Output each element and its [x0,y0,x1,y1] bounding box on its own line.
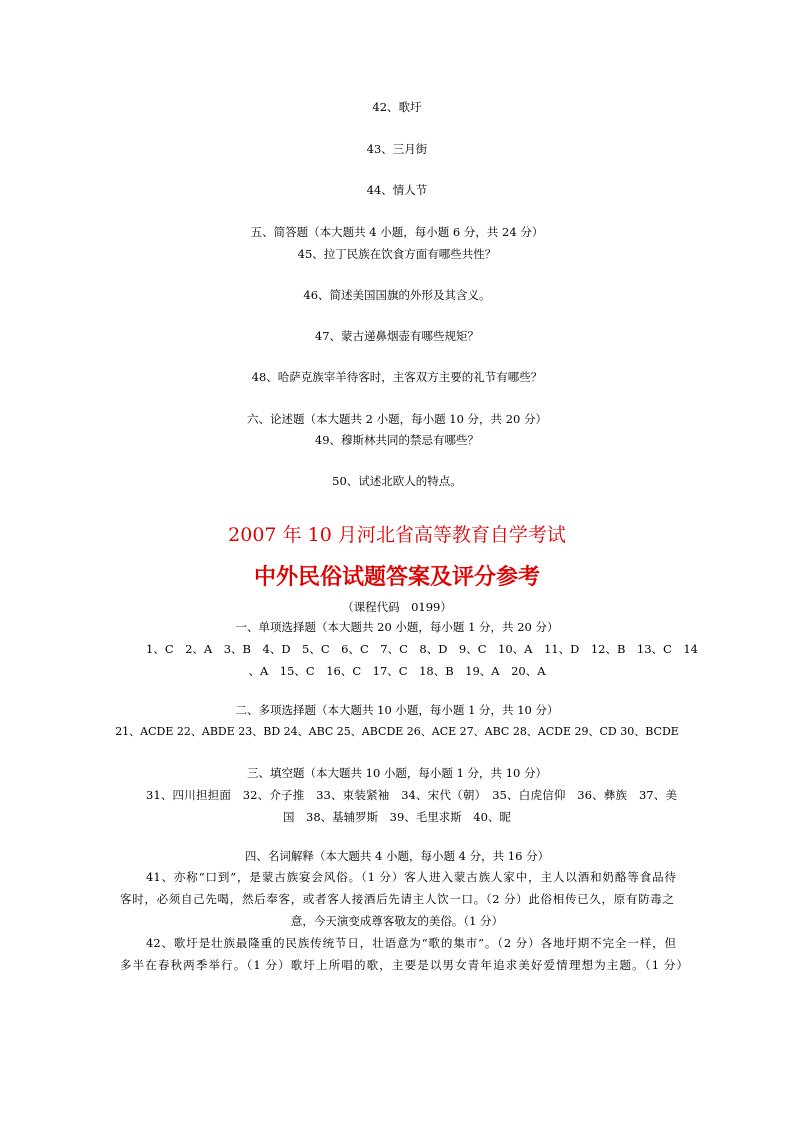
question-49: 49、穆斯林共同的禁忌有哪些？ [314,433,480,447]
part-1-line-1: 1、C 2、A 3、B 4、D 5、C 6、C 7、C 8、D 9、C 10、A 11、D 12、B 13、C 14 [146,642,698,656]
part-4-heading: 四、名词解释（本大题共 4 小题，每小题 4 分，共 16 分） [244,849,550,863]
part-1-heading: 一、单项选择题（本大题共 20 小题，每小题 1 分，共 20 分） [235,620,559,634]
question-47: 47、蒙古递鼻烟壶有哪些规矩？ [314,329,480,343]
section-6-heading: 六、论述题（本大题共 2 小题，每小题 10 分，共 20 分） [246,412,547,426]
answer-42-line-1: 42、歌圩是壮族最隆重的民族传统节日，壮语意为“歌的集市”。（2 分）各地圩期不完全一样，但 [146,936,676,950]
answer-title-line1: 2007 年 10 月河北省高等教育自学考试 [228,524,566,546]
part-4-answers [120,866,688,976]
question-43: 43、三月街 [366,142,428,156]
answer-41-line-2: 客时，必须自己先喝，然后奉客，或者客人接酒后先请主人饮一口。（2 分）此俗相传已久，原有防毒之 [120,892,674,906]
part-2-line-1: 21、ACDE 22、ABDE 23、BD 24、ABC 25、ABCDE 26、ACE 27、ABC 28、ACDE 29、CD 30、BCDE [115,725,679,738]
question-46: 46、简述美国国旗的外形及其含义。 [303,288,491,302]
part-3-heading: 三、填空题（本大题共 10 小题，每小题 1 分，共 10 分） [246,766,547,780]
part-3-answers [120,784,677,828]
question-48: 48、哈萨克族宰羊待客时，主客双方主要的礼节有哪些？ [251,370,543,384]
part-2-heading: 二、多项选择题（本大题共 10 小题，每小题 1 分，共 10 分） [235,703,559,717]
question-44: 44、情人节 [366,183,428,197]
answer-title-line2: 中外民俗试题答案及评分参考 [253,564,540,590]
question-50: 50、试述北欧人的特点。 [332,474,462,488]
answer-41-line-3: 意，今天演变成尊客敬友的美俗。（1 分） [290,914,504,928]
answer-41-line-1: 41、亦称“口到”，是蒙古族宴会风俗。（1 分）客人进入蒙古族人家中，主人以酒和奶酪等食品待 [146,870,676,884]
part-3-line-1: 31、四川担担面 32、介子推 33、束装紧袖 34、宋代（朝） 35、白虎信仰 36、彝族 37、美 [146,788,677,802]
question-42: 42、歌圩 [372,100,422,114]
part-1-line-2: 、A 15、C 16、C 17、C 18、B 19、A 20、A [248,664,546,678]
course-code: （课程代码 0199） [342,600,452,614]
part-3-line-2: 国 38、基辅罗斯 39、毛里求斯 40、昵 [283,810,511,824]
answer-42-line-2: 多半在春秋两季举行。（1 分）歌圩上所唱的歌，主要是以男女青年追求美好爱情理想为主题。（1 分） [120,958,688,972]
section-5-heading: 五、简答题（本大题共 4 小题，每小题 6 分，共 24 分） [250,225,544,239]
part-1-answers [120,638,698,682]
question-45: 45、拉丁民族在饮食方面有哪些共性？ [297,247,497,261]
